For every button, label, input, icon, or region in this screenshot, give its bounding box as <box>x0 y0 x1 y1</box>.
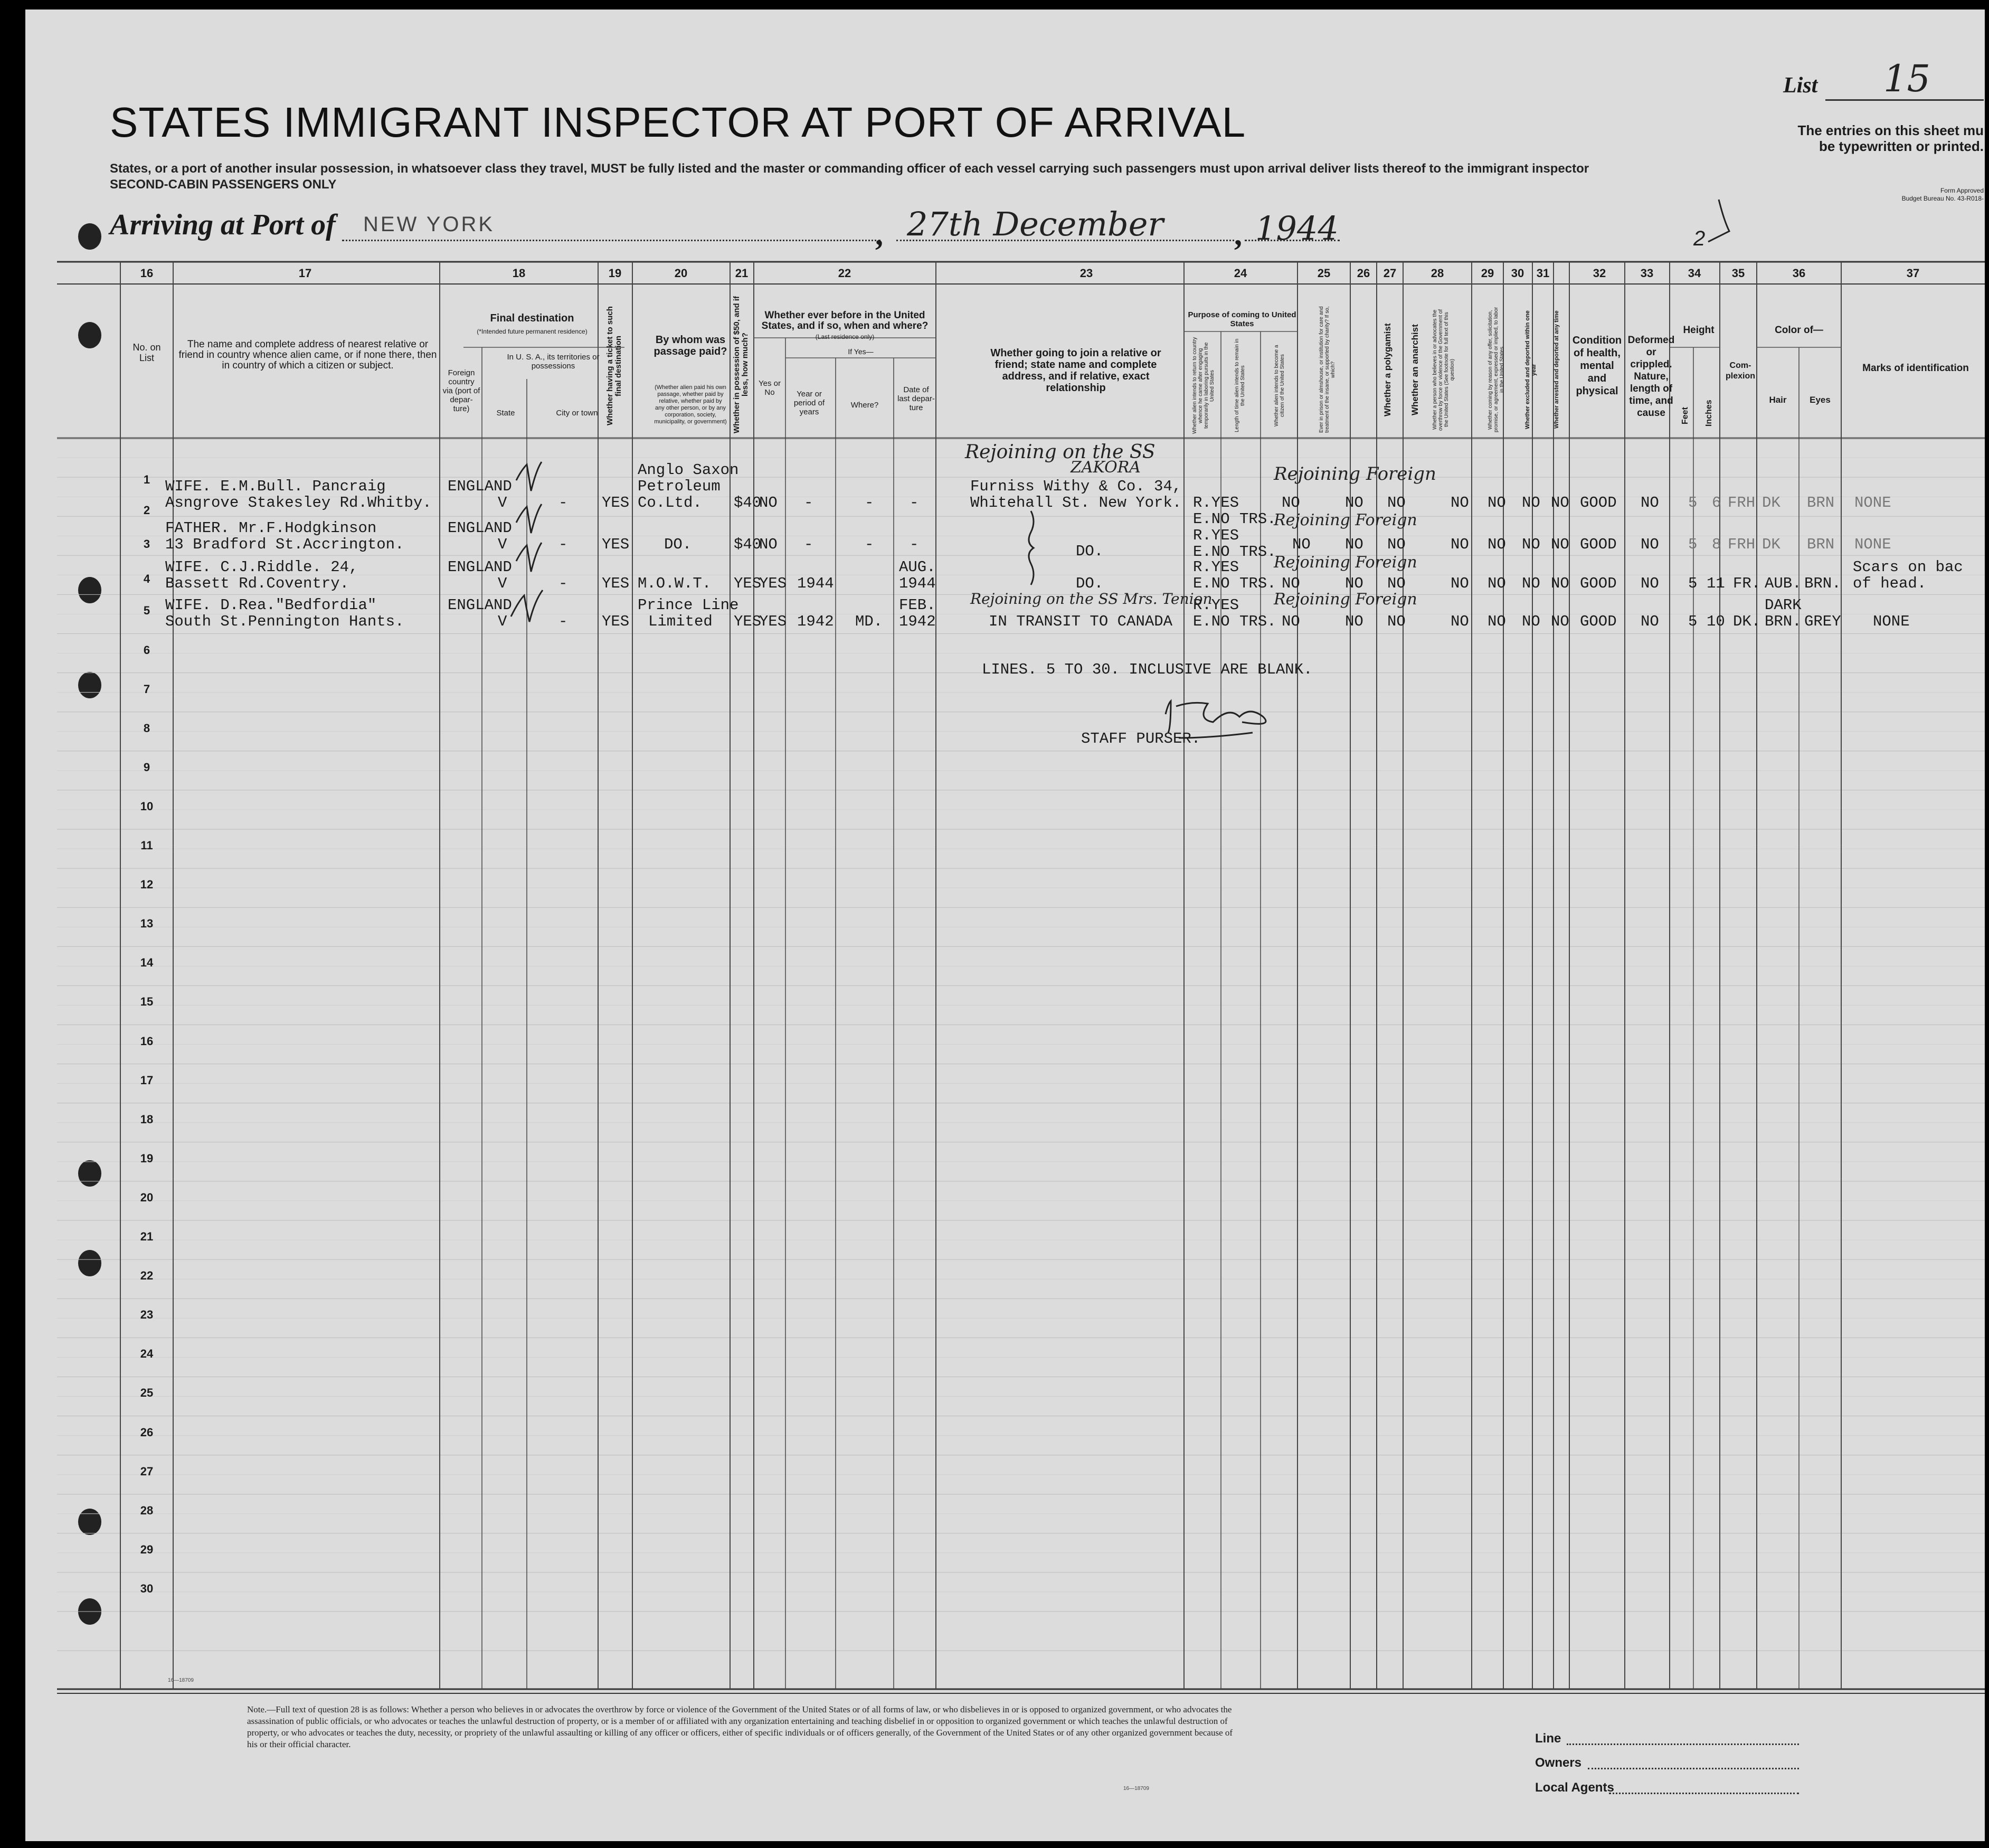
line-number: 15 <box>140 995 154 1008</box>
paid-by: M.O.W.T. <box>638 575 712 592</box>
col25-header: Ever in prison or almshouse, or institution for care and treatment of the insane, or supported by charity? If so, which? <box>1319 306 1336 433</box>
column-number: 19 <box>608 267 622 280</box>
line-number: 14 <box>140 956 154 969</box>
departure-date: - <box>910 494 919 511</box>
handwritten-note: Rejoining Foreign <box>1274 590 1417 609</box>
marks: of head. <box>1853 575 1927 592</box>
hair: DK <box>1762 494 1780 511</box>
marks: NONE <box>1854 536 1891 553</box>
staff-purser-label: STAFF PURSER. <box>1081 730 1201 747</box>
form-approved-line: Budget Bureau No. 43-R018- <box>1901 195 1984 202</box>
entries-note-line: The entries on this sheet mu <box>1797 122 1984 138</box>
column-number: 32 <box>1593 267 1606 280</box>
col27-value: NO <box>1387 536 1406 553</box>
column-number: 28 <box>1431 267 1444 280</box>
length-of-stay: TRS. <box>1239 543 1276 561</box>
col20-subheader: (Whether alien paid his own passage, whether paid by relative, whether paid by any other person, or by any corporation, society, municipality, or government) <box>654 384 727 425</box>
col30-value: NO <box>1522 575 1540 592</box>
where: MD. <box>855 613 883 630</box>
departure-date: AUG. <box>899 558 936 576</box>
health: GOOD <box>1580 613 1617 630</box>
deformed: NO <box>1641 575 1659 592</box>
col17-header: The name and complete address of nearest relative or friend in country whence alien came, or if none there, then in country of which a citizen or subject. <box>178 339 437 371</box>
purpose: R.YES <box>1193 558 1239 576</box>
before-in-us: NO <box>759 536 778 553</box>
col26-value: NO <box>1345 536 1363 553</box>
col30-value: NO <box>1522 536 1540 553</box>
col31-value: NO <box>1551 575 1569 592</box>
line-number: 28 <box>140 1504 154 1517</box>
col34-header: Height <box>1683 325 1715 336</box>
line-label: Line <box>1535 1731 1561 1746</box>
col31-value: NO <box>1551 494 1569 511</box>
col22-date: Date of last depar-ture <box>897 385 935 412</box>
line-number: 22 <box>140 1269 154 1282</box>
line-number: 20 <box>140 1191 154 1204</box>
col29-header: Whether coming by reason of any offer, solicitation, promise, or agreement, expressed or implied, to labor in the United States <box>1488 307 1505 433</box>
relative-address: South St.Pennington Hants. <box>165 613 404 630</box>
purpose: R.YES <box>1193 527 1239 544</box>
col29-value: NO <box>1488 575 1506 592</box>
relative-name: FATHER. Mr.F.Hodgkinson <box>165 519 377 537</box>
col32-header: Condition of health, mental and physical <box>1572 335 1622 397</box>
local-agents-label: Local Agents <box>1535 1780 1614 1795</box>
col31-header: Whether arrested and deported at any time <box>1554 310 1560 429</box>
year-of-stay: - <box>804 494 813 511</box>
col35-header: Com-plexion <box>1725 361 1755 381</box>
line-number: 19 <box>140 1152 154 1165</box>
col26-header: Whether a polygamist <box>1382 323 1393 416</box>
paid-by: Co.Ltd. <box>638 494 702 511</box>
col18-usa: In U. S. A., its territories or possessions <box>507 353 600 371</box>
health: GOOD <box>1580 536 1617 553</box>
col18-subheader: (*Intended future permanent residence) <box>477 328 588 335</box>
column-number: 18 <box>512 267 526 280</box>
state: V <box>498 575 507 592</box>
line-number: 24 <box>140 1347 154 1360</box>
line-number: 26 <box>140 1426 154 1439</box>
line-number: 25 <box>140 1386 154 1399</box>
length-of-stay: TRS. <box>1239 510 1276 528</box>
page-number: 2 <box>1693 227 1706 250</box>
col27-value: NO <box>1387 575 1406 592</box>
hair: BRN. <box>1765 613 1802 630</box>
list-number: 15 <box>1883 57 1931 100</box>
col22-where: Where? <box>850 401 879 410</box>
line-number: 12 <box>140 878 154 891</box>
owners-label: Owners <box>1535 1756 1582 1770</box>
purpose: R.YES <box>1193 494 1239 511</box>
eyes: GREY <box>1804 613 1841 630</box>
eyes: BRN <box>1807 494 1835 511</box>
paid-by: DO. <box>664 536 692 553</box>
handwritten-note: ZAKORA <box>1071 458 1141 477</box>
col33-header: Deformed or crippled. Nature, length of time, and cause <box>1627 335 1675 419</box>
money: $40 <box>734 494 762 511</box>
state: V <box>498 536 507 553</box>
blank-lines-note: LINES. 5 TO 30. INCLUSIVE ARE BLANK. <box>982 661 1313 678</box>
height-inches: 11 <box>1707 575 1725 592</box>
departure-date: 1944 <box>899 575 936 592</box>
city: - <box>558 494 568 511</box>
col25-value: NO <box>1282 494 1300 511</box>
line-number: 2 <box>143 504 150 517</box>
health: GOOD <box>1580 494 1617 511</box>
marks: NONE <box>1873 613 1910 630</box>
money: YES <box>734 613 762 630</box>
col20-header: By whom was passage paid? <box>653 334 727 357</box>
deformed: NO <box>1641 536 1659 553</box>
col18-header: Final destination <box>490 312 574 324</box>
height-feet: 5 <box>1688 536 1698 553</box>
ticket: YES <box>602 536 630 553</box>
where: - <box>865 494 874 511</box>
hair: DARK <box>1765 596 1802 614</box>
col31-value: NO <box>1551 536 1569 553</box>
eyes: BRN. <box>1804 575 1841 592</box>
arrival-date: 27th December <box>907 205 1164 243</box>
deformed: NO <box>1641 494 1659 511</box>
col24-b: Length of time alien intends to remain in the United States <box>1234 338 1246 433</box>
height-feet: 5 <box>1688 494 1698 511</box>
height-inches: 8 <box>1712 536 1721 553</box>
form-code: 16—18709 <box>168 1678 194 1683</box>
col26-value: NO <box>1345 575 1363 592</box>
height-inches: 6 <box>1712 494 1721 511</box>
line-number: 13 <box>140 917 154 930</box>
line-number: 6 <box>143 643 150 657</box>
col28-value: NO <box>1451 494 1469 511</box>
purpose: E.NO <box>1193 575 1230 592</box>
arriving-label: Arriving at Port of <box>110 209 336 241</box>
line-number: 23 <box>140 1308 154 1321</box>
eyes: BRN <box>1807 536 1835 553</box>
handwritten-note: Rejoining on the SS <box>965 441 1155 463</box>
col16-header: No. on List <box>132 342 161 363</box>
deformed: NO <box>1641 613 1659 630</box>
foreign-country: ENGLAND <box>448 519 512 537</box>
col29-value: NO <box>1488 536 1506 553</box>
length-of-stay: TRS. <box>1239 575 1276 592</box>
col22-header: Whether ever before in the United States, and if so, when and where? <box>761 310 929 331</box>
col34-feet: Feet <box>1681 407 1690 425</box>
col22-yes-no: Yes or No <box>759 379 781 397</box>
form-code: 16—18709 <box>1123 1786 1149 1792</box>
col25-value: NO <box>1282 613 1300 630</box>
paid-by: Prince Line <box>638 596 739 614</box>
hair: AUB. <box>1765 575 1802 592</box>
class-line: SECOND-CABIN PASSENGERS ONLY <box>110 177 337 192</box>
list-label: List <box>1783 73 1818 98</box>
col26-value: NO <box>1345 613 1363 630</box>
state: V <box>498 613 507 630</box>
relative-name: WIFE. E.M.Bull. Pancraig <box>165 478 386 495</box>
line-number: 4 <box>143 572 150 585</box>
relative-address: 13 Bradford St.Accrington. <box>165 536 404 553</box>
foreign-country: ENGLAND <box>448 478 512 495</box>
handwritten-note: Rejoining Foreign <box>1274 553 1417 572</box>
hair: DK <box>1762 536 1780 553</box>
column-number: 29 <box>1481 267 1494 280</box>
line-number: 17 <box>140 1074 154 1087</box>
port-value: NEW YORK <box>363 213 495 236</box>
owners-underline <box>1588 1768 1799 1769</box>
col30-value: NO <box>1522 613 1540 630</box>
col21-header: Whether in possession of $50, and if less, how much? <box>732 296 750 433</box>
col18-foreign: Foreign country via (port of depar-ture) <box>442 368 480 413</box>
agents-underline <box>1609 1793 1799 1794</box>
marks: Scars on bac <box>1853 558 1963 576</box>
col28-header: Whether a person who believes in or advocates the overthrow by force or violence of the Government of the United States (See footnote for full text of this question) <box>1432 309 1455 431</box>
col34-inches: Inches <box>1704 400 1713 427</box>
city: - <box>558 613 568 630</box>
before-in-us: YES <box>759 613 787 630</box>
length-of-stay: TRS. <box>1239 613 1276 630</box>
column-number: 31 <box>1536 267 1550 280</box>
col28-value: NO <box>1451 613 1469 630</box>
entries-note-line: be typewritten or printed. <box>1818 138 1984 154</box>
table-grid <box>25 10 1985 1841</box>
column-number: 34 <box>1688 267 1701 280</box>
column-number: 24 <box>1234 267 1247 280</box>
col27-value: NO <box>1387 494 1406 511</box>
arrival-year: 1944 <box>1255 209 1339 248</box>
instructions-text: States, or a port of another insular possession, in whatsoever class they travel, MUST be fully listed and the master or commanding officer of each vessel carrying such passengers must upon arrival deliver lists thereof to the immigrant inspector <box>110 162 1589 176</box>
height-inches: 10 <box>1707 613 1725 630</box>
paid-by: Limited <box>648 613 713 630</box>
join-relative: Whitehall St. New York. <box>970 494 1182 511</box>
col31-value: NO <box>1551 613 1569 630</box>
line-number: 8 <box>143 722 150 735</box>
join-relative: DO. <box>1076 543 1104 560</box>
complexion: FR. <box>1733 575 1761 592</box>
line-number: 27 <box>140 1465 154 1478</box>
column-number: 20 <box>674 267 688 280</box>
paid-by: Petroleum <box>638 478 721 495</box>
join-relative: Furniss Withy & Co. 34, <box>970 478 1182 495</box>
col22-year: Year or period of years <box>793 390 825 416</box>
departure-date: - <box>910 536 919 553</box>
purpose: E.NO <box>1193 613 1230 630</box>
foreign-country: ENGLAND <box>448 558 512 576</box>
col19-header: Whether having a ticket to such final destination <box>605 306 623 425</box>
departure-date: 1942 <box>899 613 936 630</box>
col30-value: NO <box>1522 494 1540 511</box>
line-number: 30 <box>140 1582 154 1595</box>
form-approved-line: Form Approved <box>1940 187 1984 194</box>
column-number: 25 <box>1317 267 1331 280</box>
col18-state: State <box>496 409 515 418</box>
complexion: FRH <box>1728 494 1756 511</box>
col25-value: NO <box>1292 536 1311 553</box>
column-number: 27 <box>1383 267 1397 280</box>
col26-value: NO <box>1345 494 1363 511</box>
col18-city: City or town <box>556 409 598 418</box>
city: - <box>558 536 568 553</box>
money: $40 <box>734 536 762 553</box>
column-number: 17 <box>298 267 312 280</box>
col29-value: NO <box>1488 494 1506 511</box>
column-number: 33 <box>1640 267 1654 280</box>
comma: , <box>1234 217 1242 252</box>
line-number: 3 <box>143 537 150 551</box>
ticket: YES <box>602 613 630 630</box>
line-number: 21 <box>140 1230 154 1243</box>
year-of-stay: 1942 <box>797 613 834 630</box>
complexion: FRH <box>1728 536 1756 553</box>
departure-date: FEB. <box>899 596 936 614</box>
state: V <box>498 494 507 511</box>
before-in-us: NO <box>759 494 778 511</box>
col29-value: NO <box>1488 613 1506 630</box>
col30-header: Whether excluded and deported within one year <box>1524 310 1537 429</box>
line-number: 18 <box>140 1113 154 1126</box>
ticket: YES <box>602 575 630 592</box>
comma: , <box>875 217 883 252</box>
join-relative: DO. <box>1076 575 1104 592</box>
relative-name: WIFE. D.Rea."Bedfordia" <box>165 596 377 614</box>
marks: NONE <box>1854 494 1891 511</box>
line-number: 7 <box>143 683 150 696</box>
line-underline <box>1567 1743 1799 1745</box>
where: - <box>865 536 874 553</box>
col25-value: NO <box>1282 575 1300 592</box>
col36-hair: Hair <box>1769 395 1787 405</box>
line-number: 16 <box>140 1035 154 1048</box>
handwritten-note: Rejoining on the SS Mrs. Tenion <box>970 590 1213 608</box>
column-number: 23 <box>1079 267 1093 280</box>
foreign-country: ENGLAND <box>448 596 512 614</box>
line-number: 29 <box>140 1543 154 1556</box>
col23-header: Whether going to join a relative or friend; state name and complete address, and if relative, exact relationship <box>990 347 1161 394</box>
complexion: DK. <box>1733 613 1761 630</box>
height-feet: 5 <box>1688 613 1698 630</box>
relative-address: Asngrove Stakesley Rd.Whitby. <box>165 494 432 511</box>
column-number: 22 <box>838 267 851 280</box>
height-feet: 5 <box>1688 575 1698 592</box>
column-number: 37 <box>1906 267 1920 280</box>
money: YES <box>734 575 762 592</box>
purpose: R.YES <box>1193 596 1239 614</box>
handwritten-note: Rejoining Foreign <box>1274 511 1417 529</box>
col27-value: NO <box>1387 613 1406 630</box>
before-in-us: YES <box>759 575 787 592</box>
purpose: E.NO <box>1193 543 1230 561</box>
column-number: 16 <box>140 267 154 280</box>
col36-header: Color of— <box>1775 325 1823 336</box>
purpose: E.NO <box>1193 510 1230 528</box>
join-relative: IN TRANSIT TO CANADA <box>989 613 1173 630</box>
col36-eyes: Eyes <box>1810 395 1831 405</box>
column-number: 30 <box>1511 267 1524 280</box>
col24-header: Purpose of coming to United States <box>1188 310 1296 328</box>
line-number: 11 <box>140 839 153 852</box>
col24-a: Whether alien intends to return to country whence he came after engaging temporarily in laboring pursuits in the United States <box>1192 337 1215 434</box>
relative-name: WIFE. C.J.Riddle. 24, <box>165 558 358 576</box>
paid-by: Anglo Saxon <box>638 461 739 479</box>
ticket: YES <box>602 494 630 511</box>
col22-if-yes: If Yes— <box>848 347 874 356</box>
col28-value: NO <box>1451 536 1469 553</box>
handwritten-note: Rejoining Foreign <box>1274 463 1436 485</box>
health: GOOD <box>1580 575 1617 592</box>
year-of-stay: 1944 <box>797 575 834 592</box>
city: - <box>558 575 568 592</box>
column-number: 36 <box>1792 267 1806 280</box>
column-number: 35 <box>1731 267 1745 280</box>
line-number: 1 <box>143 473 150 486</box>
line-number: 5 <box>143 604 150 617</box>
col28-value: NO <box>1451 575 1469 592</box>
column-number: 21 <box>735 267 749 280</box>
column-number: 26 <box>1357 267 1370 280</box>
col24-c: Whether alien intends to become a citizen of the United States <box>1274 345 1285 427</box>
line-number: 9 <box>143 761 150 774</box>
col37-header: Marks of identification <box>1862 363 1969 374</box>
page-title: STATES IMMIGRANT INSPECTOR AT PORT OF ARRIVAL <box>110 99 1246 146</box>
year-of-stay: - <box>804 536 813 553</box>
question-28-note: Note.—Full text of question 28 is as follows: Whether a person who believes in or advocates the overthrow by force or violence of the Government of the United States or of all forms of law, or who disbelieves in or is opposed to organized government, or who advocates the assassination of public officials, or who advocates or teaches the unlawful destruction of property, or is a member of or affiliated with any organization entertaining and teaching disbelief in or opposition to organized government or which teaches the unlawful destruction of property, or who advocates or teaches the duty, necessity, or propriety of the unlawful assaulting or killing of any officer or officers, either of specific individuals or of officers generally, of the Government of the United States or of any other organized government because of his or their official character. <box>247 1704 1233 1749</box>
col22-subheader: (Last residence only) <box>815 333 875 340</box>
line-number: 10 <box>140 800 154 813</box>
col27-header: Whether an anarchist <box>1410 324 1420 415</box>
manifest-sheet <box>25 10 1985 1841</box>
relative-address: Bassett Rd.Coventry. <box>165 575 349 592</box>
